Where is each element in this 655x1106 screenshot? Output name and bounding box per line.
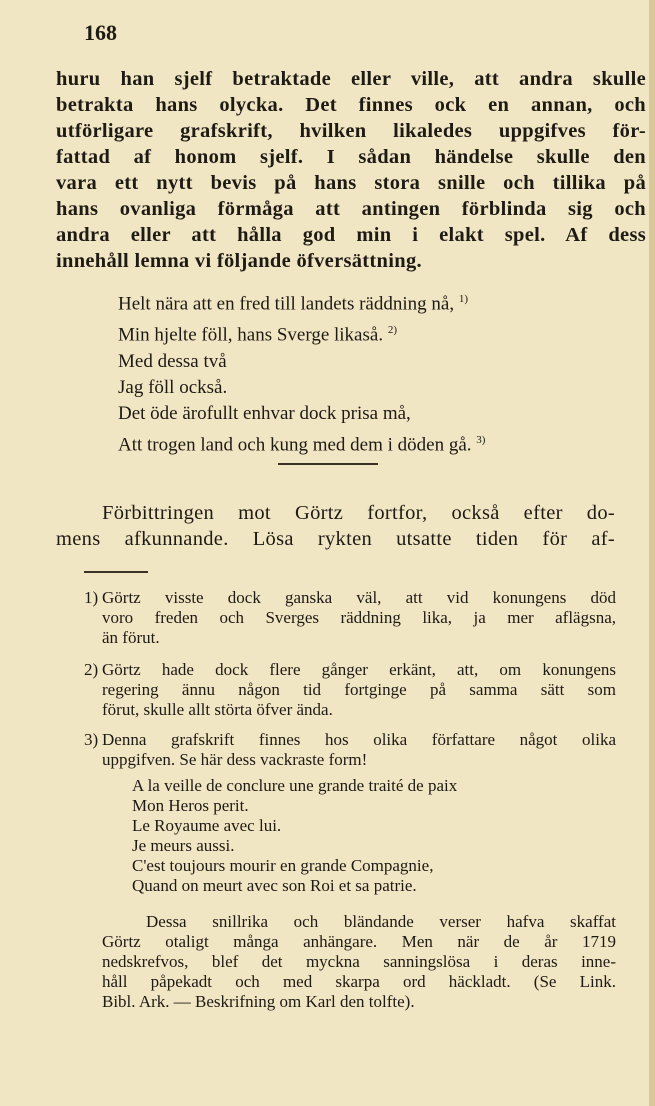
second-paragraph (56, 500, 615, 552)
text-line: mens afkunnande. Lösa rykten utsatte tiden för af- (56, 528, 615, 550)
footnote-line: Görtz visste dock ganska väl, att vid konungens död (102, 588, 616, 607)
poem-line: Helt nära att en fred till landets räddning nå, $^{1)}$ (118, 293, 468, 315)
footnote-line: Dessa snillrika och bländande verser hafva skaffat (146, 912, 616, 931)
section-divider (278, 463, 378, 465)
text-line: Förbittringen mot Görtz fortfor, också efter do- (102, 502, 615, 524)
footnote-line: än förut. (102, 628, 160, 647)
french-line: Je meurs aussi. (132, 836, 235, 855)
poem-line: Min hjelte föll, hans Sverge likaså. $^{2)}$ (118, 324, 397, 346)
text-line: andra eller att hålla god min i elakt spel. Af dess (56, 224, 646, 246)
main-paragraph (56, 66, 646, 274)
french-line: C'est toujours mourir en grande Compagnie, (132, 856, 434, 875)
page-number: 168 (84, 20, 117, 45)
text-line: vara ett nytt bevis på hans stora snille och tillika på (56, 172, 646, 194)
poem-line: Med dessa två (118, 350, 227, 372)
footnote-ref: 3) (476, 433, 486, 446)
footnote-ref: 1) (458, 293, 468, 305)
text-line: huru han sjelf betraktade eller ville, att andra skulle (56, 68, 646, 90)
footnote-line: nedskrefvos, blef det myckna sanningslösa i deras inne- (102, 952, 616, 971)
epitaph-translation (118, 286, 485, 458)
footnote-1 (84, 588, 616, 648)
footnote-line: Bibl. Ark. — Beskrifning om Karl den tolfte). (102, 992, 415, 1011)
french-line: Quand on meurt avec son Roi et sa patrie. (132, 876, 417, 895)
text-line: hans ovanliga förmåga att antingen förblinda sig och (56, 198, 646, 220)
footnote-line: Görtz hade dock flere gånger erkänt, att, om konungens (102, 660, 616, 679)
poem-line: Jag föll också. (118, 376, 228, 398)
footnote-line: håll påpekadt och med skarpa ord häckladt. (Se Link. (102, 972, 616, 991)
footnote-continuation (102, 912, 616, 1012)
footnote-marker: 2) (84, 660, 99, 679)
footnote-line: regering ännu någon tid fortginge på samma sätt som (102, 680, 616, 699)
french-line: A la veille de conclure une grande traité de paix (132, 776, 458, 795)
french-line: Le Royaume avec lui. (132, 816, 282, 835)
footnote-ref: 2) (387, 324, 397, 337)
footnote-marker: 1) (84, 588, 99, 607)
footnote-line: Denna grafskrift finnes hos olika författare något olika (102, 730, 616, 749)
footnote-3 (84, 730, 616, 770)
text-line: fattad af honom sjelf. I sådan händelse skulle den (56, 146, 646, 168)
footnote-line: Görtz otaligt många anhängare. Men när de år 1719 (102, 932, 616, 951)
footnote-divider (84, 571, 148, 573)
french-line: Mon Heros perit. (132, 796, 249, 815)
text-line: betrakta hans olycka. Det finnes ock en annan, och (56, 94, 646, 116)
text-line: utförligare grafskrift, hvilken likaledes uppgifves för- (56, 120, 646, 142)
footnote-line: voro freden och Sverges räddning lika, ja mer aflägsna, (102, 608, 616, 627)
poem-line: Att trogen land och kung med dem i döden gå. $^{3)}$ (118, 433, 486, 455)
text-line: innehåll lemna vi följande öfversättning. (56, 250, 422, 272)
poem-line: Det öde ärofullt enhvar dock prisa må, (118, 402, 411, 424)
footnote-line: uppgifven. Se här dess vackraste form! (102, 750, 368, 769)
footnote-marker: 3) (84, 730, 99, 749)
footnote-2 (84, 660, 616, 720)
page-edge (649, 0, 655, 1106)
footnote-line: förut, skulle allt störta öfver ända. (102, 700, 333, 719)
french-epitaph (132, 776, 457, 896)
